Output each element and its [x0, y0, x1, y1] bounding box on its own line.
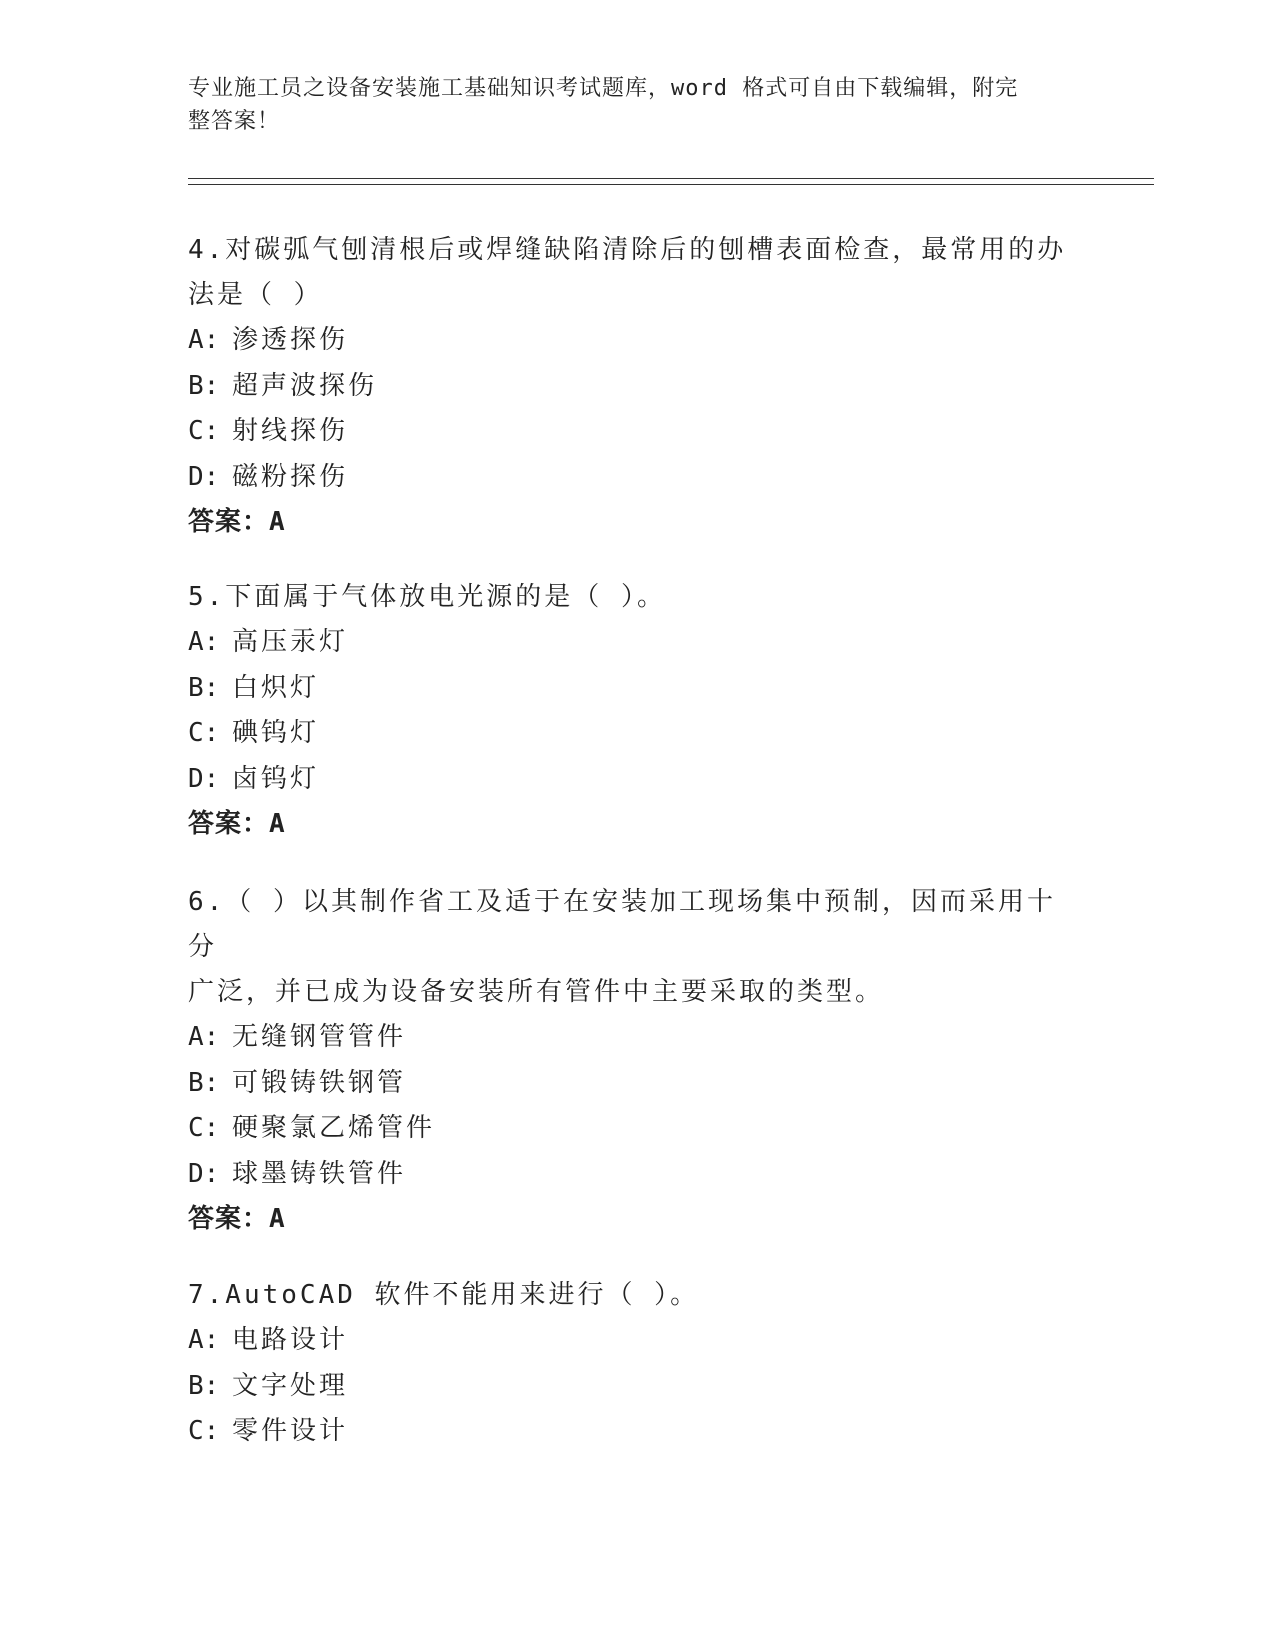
- option-letter: B:: [188, 672, 220, 703]
- option-letter: C:: [188, 718, 220, 748]
- answer-line: 答案：A: [188, 1204, 286, 1234]
- header-divider: [188, 178, 1154, 185]
- option-letter: D:: [188, 1158, 220, 1189]
- question-stem: [188, 228, 1068, 318]
- option-c: [188, 1106, 1068, 1152]
- answer-line: 答案：A: [188, 507, 286, 537]
- question-stem: [188, 575, 1068, 620]
- option-letter: A:: [188, 1325, 220, 1355]
- option-text: 高压汞灯: [232, 627, 349, 657]
- option-letter: B:: [188, 1370, 220, 1401]
- option-text: 碘钨灯: [232, 718, 320, 748]
- option-text: 零件设计: [232, 1416, 349, 1446]
- option-a: [188, 318, 1068, 364]
- option-c: [188, 711, 1068, 757]
- option-text: 球墨铸铁管件: [232, 1158, 407, 1189]
- option-a: [188, 1318, 1068, 1364]
- option-text: 硬聚氯乙烯管件: [232, 1113, 436, 1143]
- option-b: [188, 1061, 1068, 1107]
- option-letter: D:: [188, 461, 220, 492]
- option-text: 白炽灯: [232, 672, 320, 703]
- header-line-1: 专业施工员之设备安装施工基础知识考试题库，word 格式可自由下载编辑，附完: [188, 76, 1019, 101]
- question-5: [188, 575, 1068, 848]
- option-letter: C:: [188, 1113, 220, 1143]
- option-d: [188, 455, 1068, 501]
- option-text: 文字处理: [232, 1370, 349, 1401]
- option-letter: C:: [188, 1416, 220, 1446]
- option-b: [188, 1364, 1068, 1410]
- question-stem-line: 5.下面属于气体放电光源的是（ ）。: [188, 582, 666, 612]
- question-stem-line: 法是（ ）: [188, 280, 323, 310]
- option-letter: A:: [188, 627, 220, 657]
- option-d: [188, 1152, 1068, 1198]
- answer-line: 答案：A: [188, 809, 286, 839]
- option-text: 无缝钢管管件: [232, 1022, 407, 1052]
- question-stem-line: 4.对碳弧气刨清根后或焊缝缺陷清除后的刨槽表面检查，最常用的办: [188, 235, 1067, 265]
- question-stem: [188, 1273, 1068, 1318]
- question-4: [188, 228, 1068, 546]
- option-text: 电路设计: [232, 1325, 349, 1355]
- option-d: [188, 757, 1068, 803]
- question-stem: [188, 880, 1068, 1015]
- option-a: [188, 1015, 1068, 1061]
- option-text: 渗透探伤: [232, 325, 349, 355]
- option-text: 磁粉探伤: [232, 461, 349, 492]
- option-letter: B:: [188, 1067, 220, 1098]
- option-text: 超声波探伤: [232, 370, 378, 401]
- option-letter: A:: [188, 325, 220, 355]
- option-b: [188, 666, 1068, 712]
- option-letter: A:: [188, 1022, 220, 1052]
- option-text: 可锻铸铁钢管: [232, 1067, 407, 1098]
- option-b: [188, 364, 1068, 410]
- document-header: [188, 72, 1068, 138]
- option-letter: B:: [188, 370, 220, 401]
- option-a: [188, 620, 1068, 666]
- option-c: [188, 409, 1068, 455]
- option-text: 射线探伤: [232, 416, 349, 446]
- question-stem-line: 广泛，并已成为设备安装所有管件中主要采取的类型。: [188, 977, 885, 1007]
- question-stem-line: 6.（ ）以其制作省工及适于在安装加工现场集中预制，因而采用十分: [188, 887, 1056, 962]
- question-6: [188, 880, 1068, 1243]
- question-7: [188, 1273, 1068, 1455]
- header-line-2: 整答案！: [188, 109, 281, 134]
- option-letter: D:: [188, 763, 220, 794]
- option-letter: C:: [188, 416, 220, 446]
- option-text: 卤钨灯: [232, 763, 320, 794]
- question-stem-line: 7.AutoCAD 软件不能用来进行（ ）。: [188, 1280, 700, 1310]
- option-c: [188, 1409, 1068, 1455]
